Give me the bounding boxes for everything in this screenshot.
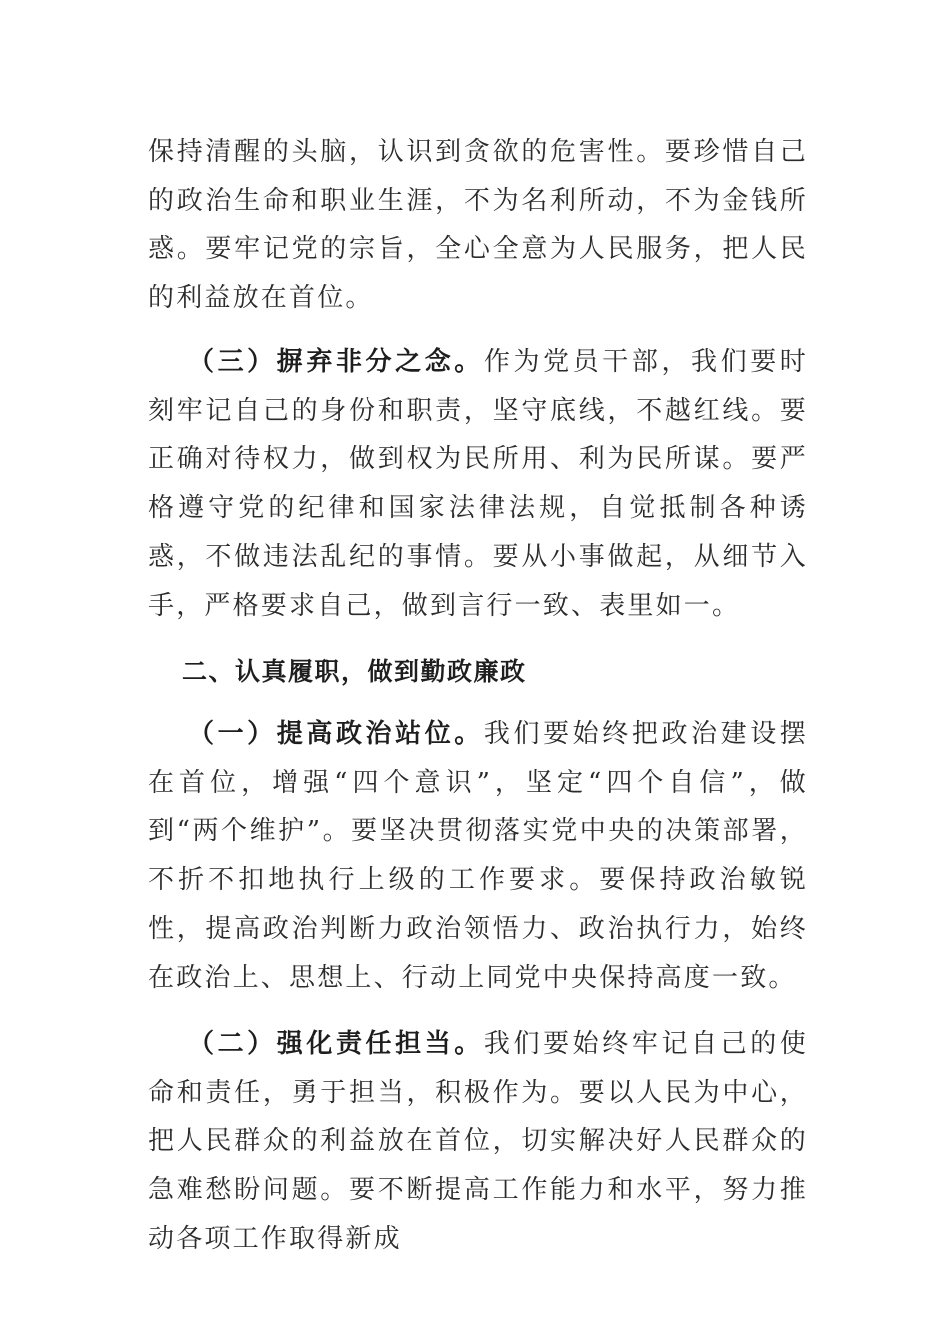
text-block-section-2-item-2 — [148, 1020, 808, 1264]
paragraph-body: 我们要始终牢记自己的使命和责任，勇于担当，积极作为。要以人民为中心，把人民群众的利益放在首位，切实解决好人民群众的急难愁盼问题。要不断提高工作能力和水平，努力推动各项工作取得新成 — [148, 1029, 808, 1254]
text-block-section-2-item-1 — [148, 710, 808, 1002]
section-heading: 二、认真履职，做到勤政廉政 — [182, 657, 527, 686]
paragraph-lead: （一）提高政治站位。 — [188, 719, 484, 749]
paragraph-strengthen-responsibility — [148, 1020, 808, 1264]
text-block-top — [148, 128, 808, 323]
paragraph-lead: （二）强化责任担当。 — [188, 1029, 484, 1059]
paragraph-lead: （三）摒弃非分之念。 — [188, 347, 484, 377]
paragraph-body: 作为党员干部，我们要时刻牢记自己的身份和职责，坚守底线，不越红线。要正确对待权力，做到权为民所用、利为民所谋。要严格遵守党的纪律和国家法律法规，自觉抵制各种诱惑，不做违法乱纪的事情。要从小事做起，从细节入手，严格要求自己，做到言行一致、表里如一。 — [148, 347, 808, 621]
text-block-section-1-item-3 — [148, 338, 808, 630]
paragraph-continued: 保持清醒的头脑，认识到贪欲的危害性。要珍惜自己的政治生命和职业生涯，不为名利所动，不为金钱所惑。要牢记党的宗旨，全心全意为人民服务，把人民的利益放在首位。 — [148, 137, 808, 314]
paragraph-raise-political-stance — [148, 710, 808, 1002]
paragraph-abandon-improper-thoughts — [148, 338, 808, 630]
paragraph-body: 我们要始终把政治建设摆在首位，增强“四个意识”，坚定“四个自信”，做到“两个维护”。要坚决贯彻落实党中央的决策部署，不折不扣地执行上级的工作要求。要保持政治敏锐性，提高政治判断力政治领悟力、政治执行力，始终在政治上、思想上、行动上同党中央保持高度一致。 — [148, 719, 808, 993]
